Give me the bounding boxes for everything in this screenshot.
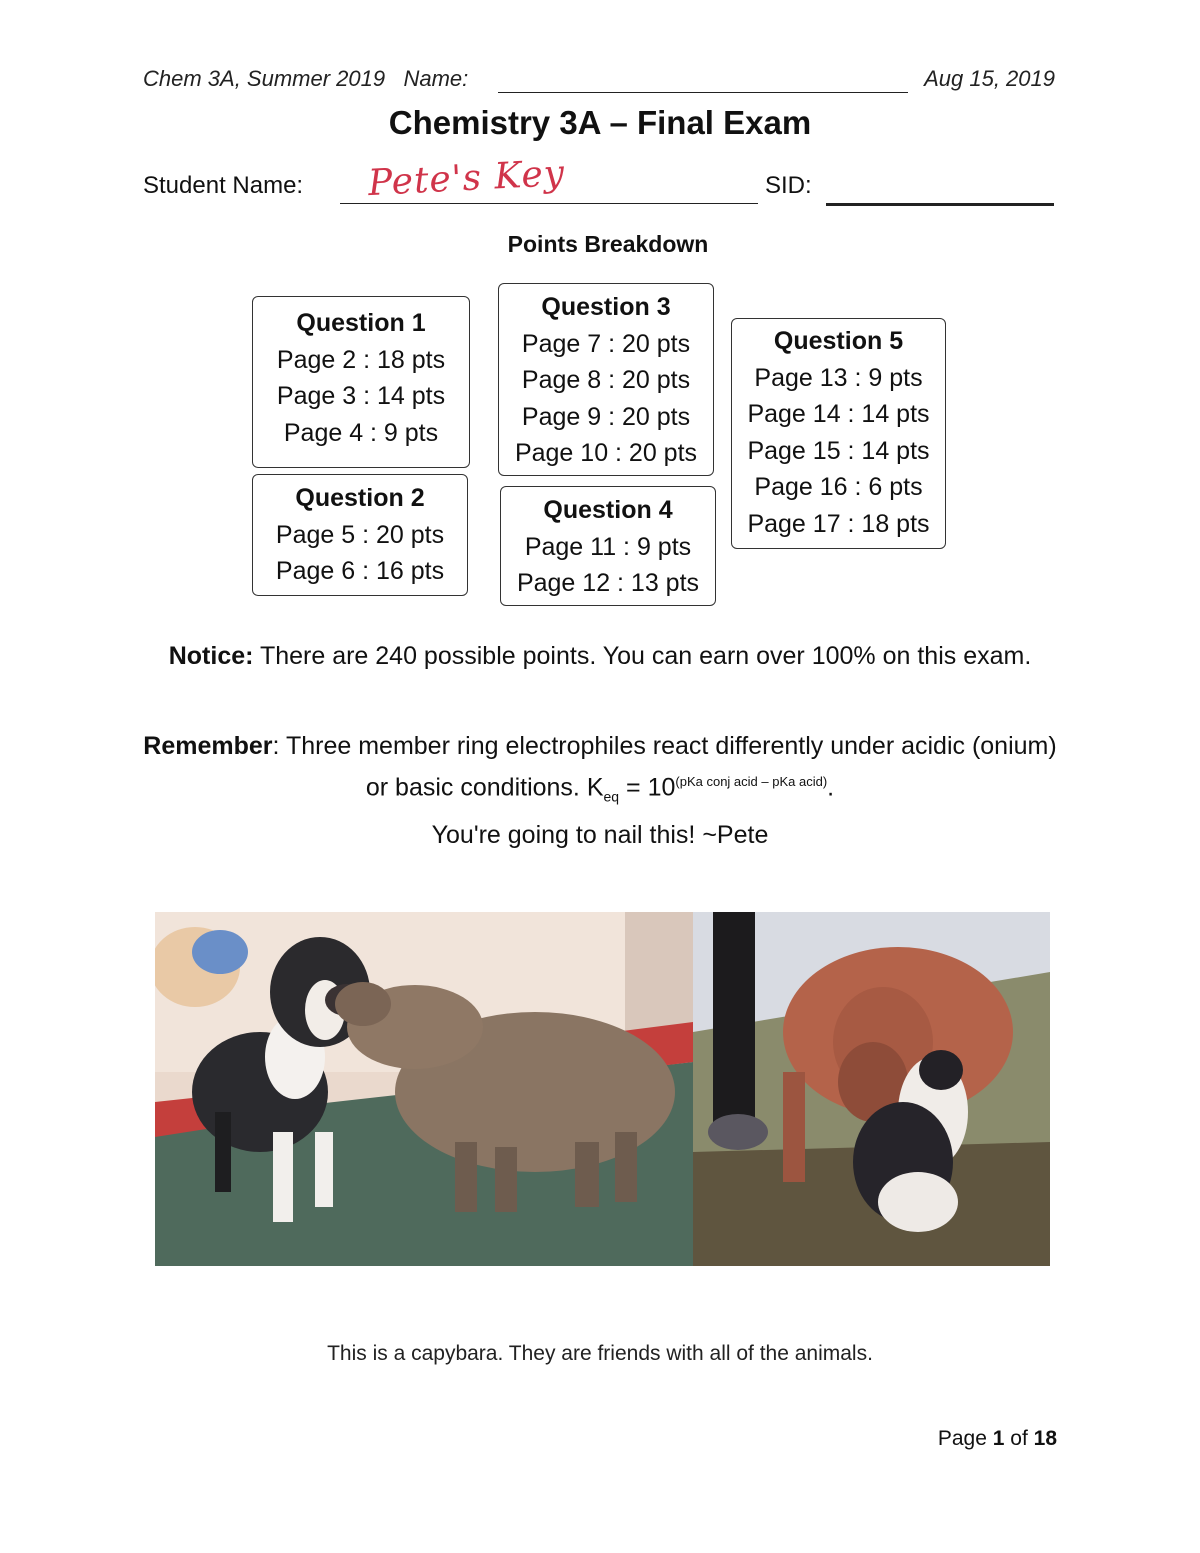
remember-end: .: [827, 773, 835, 802]
exam-title: Chemistry 3A – Final Exam: [388, 104, 812, 141]
page-points: Page 5 : 20 pts: [275, 520, 445, 549]
notice-label: Notice:: [168, 642, 254, 670]
page-current: 1: [992, 1427, 1005, 1450]
header-course-name: [143, 66, 468, 92]
page-points: Page 17 : 18 pts: [747, 509, 930, 538]
points-breakdown-heading: Points Breakdown: [507, 231, 709, 257]
question-title: Question 2: [295, 484, 425, 512]
course-label: Chem 3A, Summer 2019: [143, 66, 386, 91]
page-points: Page 11 : 9 pts: [524, 532, 692, 561]
question-1-box: [252, 296, 470, 468]
encouragement-text: You're going to nail this! ~Pete: [431, 821, 769, 849]
question-title: Question 1: [296, 309, 426, 337]
photo-capybara-and-cat: [693, 912, 1050, 1266]
page-points: Page 2 : 18 pts: [276, 345, 446, 374]
photo-dog-and-capybara: [155, 912, 693, 1266]
question-title: Question 5: [773, 327, 904, 355]
page-points: Page 6 : 16 pts: [275, 557, 445, 585]
keq-subscript: eq: [603, 788, 620, 805]
page-points: Page 16 : 6 pts: [754, 473, 923, 501]
page-number: [938, 1427, 1057, 1451]
question-4-box: [500, 486, 716, 606]
notice-text: There are 240 possible points. You can earn over 100% on this exam.: [253, 642, 1032, 670]
page-points: Page 8 : 20 pts: [521, 366, 691, 394]
page-points: Page 13 : 9 pts: [754, 363, 923, 392]
page-prefix: Page: [937, 1427, 993, 1450]
photo-caption: This is a capybara. They are friends with all of the animals.: [327, 1342, 873, 1365]
student-name-handwritten: Pete's Key: [367, 152, 567, 205]
remember-label: Remember: [143, 732, 273, 760]
page-points: Page 4 : 9 pts: [283, 418, 439, 447]
remember-paragraph: [130, 728, 1070, 814]
page-of: of: [1004, 1427, 1034, 1450]
student-name-line: [340, 203, 758, 204]
page-points: Page 15 : 14 pts: [747, 436, 930, 465]
exam-date: Aug 15, 2019: [924, 66, 1055, 91]
keq-exponent: (pKa conj acid – pKa acid): [675, 774, 828, 789]
remember-text: : Three member ring electrophiles react differently under acidic (onium) or basic conditions. K: [272, 732, 1057, 802]
page-points: Page 14 : 14 pts: [747, 400, 930, 428]
notice-paragraph: [150, 638, 1050, 674]
page-points: Page 7 : 20 pts: [521, 329, 691, 358]
question-3-box: [498, 283, 714, 476]
page-total: 18: [1033, 1427, 1057, 1450]
question-title: Question 4: [543, 496, 673, 524]
question-5-box: [731, 318, 946, 549]
page-points: Page 9 : 20 pts: [521, 402, 691, 431]
question-title: Question 3: [541, 293, 671, 321]
name-line: [498, 92, 908, 93]
sid-line: [826, 203, 1054, 206]
page-points: Page 3 : 14 pts: [276, 382, 446, 410]
student-name-label: Student Name:: [143, 172, 304, 199]
keq-equals: = 10: [619, 773, 676, 802]
page-points: Page 10 : 20 pts: [514, 439, 698, 467]
name-label: Name:: [403, 66, 469, 91]
sid-label: SID:: [765, 172, 812, 199]
page-points: Page 12 : 13 pts: [516, 569, 700, 597]
question-2-box: [252, 474, 468, 596]
